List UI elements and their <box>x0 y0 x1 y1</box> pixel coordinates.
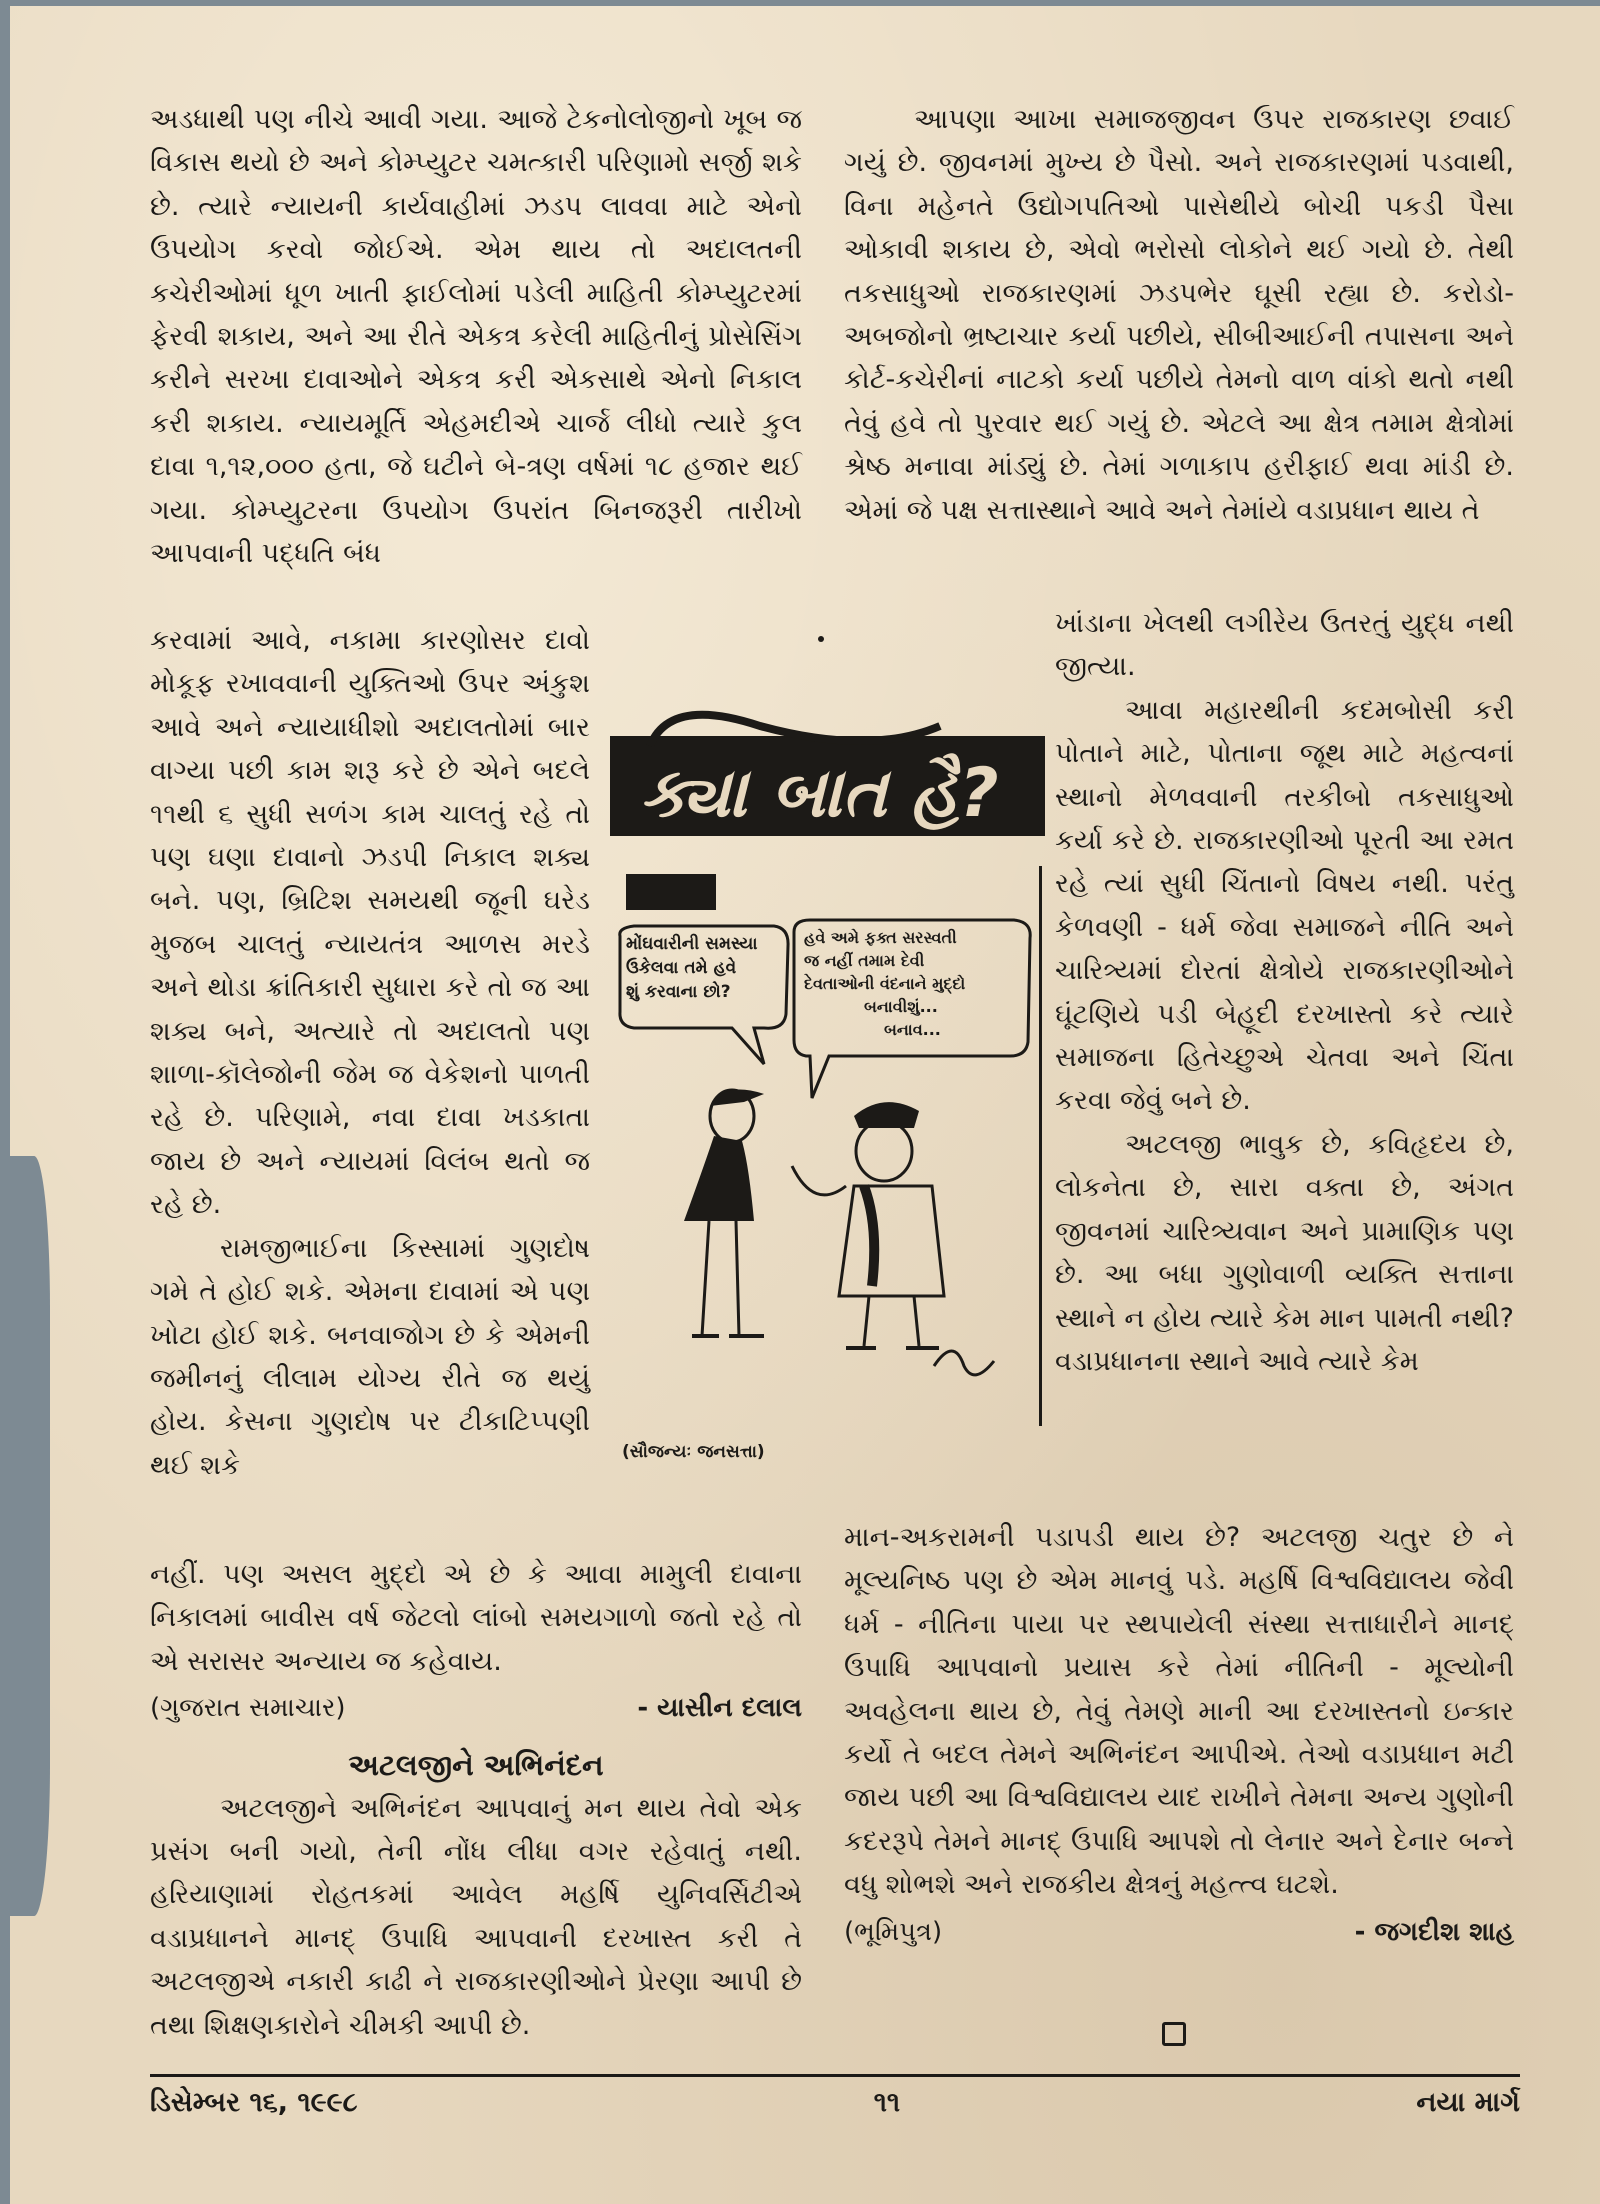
article-2-paragraph: ખાંડાના ખેલથી લગીરેય ઉતરતું યુદ્ધ નથી જીત્યા. <box>1055 608 1514 683</box>
cartoon <box>610 646 1045 1486</box>
newspaper-page <box>10 6 1600 2204</box>
footer-page-number: ૧૧ <box>873 2086 901 2118</box>
article-2-paragraph: અટલજીને અભિનંદન આપવાનું મન થાય તેવો એક પ્રસંગ બની ગયો, તેની નોંધ લીધા વગર રહેવાતું નથી. હરિયાણામાં રોહતકમાં આવેલ મહર્ષિ યુનિવર્સિટીએ વડાપ્રધાનને માનદ્ ઉપાધિ આપવાની દરખાસ્ત કરી તે અટલજીએ નકારી કાઢી ને રાજકારણીઓને પ્રેરણા આપી છે તથા શિક્ષણકારોને ચીમકી આપી છે. <box>150 1792 802 2041</box>
article-2-signature <box>844 1911 1514 1954</box>
right-column-beside-cartoon <box>1055 602 1514 1383</box>
page-footer <box>150 2074 1520 2120</box>
speech-bubble-left <box>626 932 757 1004</box>
end-mark-icon <box>1162 2022 1186 2046</box>
bubble-line: શું કરવાના છો? <box>626 982 731 1002</box>
left-column-beside-cartoon <box>150 619 590 1487</box>
bubble-line: બનાવ... <box>884 1020 941 1039</box>
article-2-paragraph: અટલજી ભાવુક છે, કવિહૃદય છે, લોકનેતા છે, સારા વક્તા છે, અંગત જીવનમાં ચારિત્ર્યવાન અને પ્રામાણિક પણ છે. આ બધા ગુણોવાળી વ્યક્તિ સત્તાના સ્થાને ન હોય ત્યારે કેમ માન પામતી નથી? વડાપ્રધાનના સ્થાને આવે ત્યારે કેમ <box>1055 1128 1514 1377</box>
article-1-paragraph: નહીં. પણ અસલ મુદ્દો એ છે કે આવા મામુલી દાવાના નિકાલમાં બાવીસ વર્ષ જેટલો લાંબો સમયગાળો જતો રહે તો એ સરાસર અન્યાય જ કહેવાય. <box>150 1559 802 1677</box>
article-1-author: - યાસીન દલાલ <box>637 1693 802 1724</box>
right-column-bottom <box>844 1516 1514 1954</box>
speech-bubble-right <box>804 926 965 1041</box>
article-2-paragraph: આવા મહારથીની કદમબોસી કરી પોતાને માટે, પોતાના જૂથ માટે મહત્વનાં સ્થાનો મેળવવાની તરકીબો તકસાધુઓ કર્યા કરે છે. રાજકારણીઓ પૂરતી આ રમત રહે ત્યાં સુધી ચિંતાનો વિષય નથી. પરંતુ કેળવણી - ધર્મ જેવા સમાજને નીતિ અને ચારિત્ર્યમાં દોરતાં ક્ષેત્રોયે રાજકારણીઓને ઘૂંટણિયે પડી બેહૂદી દરખાસ્તો કરે ત્યારે સમાજના હિતેચ્છુએ ચેતવા અને ચિંતા કરવા જેવું બને છે. <box>1055 694 1514 1117</box>
bubble-line: ઉકેલવા તમે હવે <box>626 958 737 978</box>
article-2-paragraph: માન-અકરામની પડાપડી થાય છે? અટલજી ચતુર છે ને મૂલ્યનિષ્ઠ પણ છે એમ માનવું પડે. મહર્ષિ વિશ્વવિદ્યાલય જેવી ધર્મ - નીતિના પાયા પર સ્થપાયેલી સંસ્થા સત્તાધારીને માનદ્ ઉપાધિ આપવાનો પ્રયાસ કરે તેમાં નીતિની - મૂલ્યોની અવહેલના થાય છે, તેવું તેમણે માની આ દરખાસ્તનો ઇન્કાર કર્યો તે બદલ તેમને અભિનંદન આપીએ. તેઓ વડાપ્રધાન મટી જાય પછી આ વિશ્વવિદ્યાલય યાદ રાખીને તેમના અન્ય ગુણોની કદરરૂપે તેમને માનદ્ ઉપાધિ આપશે તો લેનાર અને દેનાર બન્ને વધુ શોભશે અને રાજકીય ક્ષેત્રનું મહત્ત્વ ઘટશે. <box>844 1522 1514 1901</box>
footer-publication: નયા માર્ગ <box>1416 2086 1520 2118</box>
bubble-line: હવે અમે ફક્ત સરસ્વતી <box>804 928 957 947</box>
cartoon-banner <box>610 706 1045 836</box>
article-2-heading: અટલજીને અભિનંદન <box>348 1747 604 1782</box>
cartoon-credit: (સૌજન્યઃ જનસત્તા) <box>622 1442 765 1462</box>
article-1-paragraph: કરવામાં આવે, નકામા કારણોસર દાવો મોકૂફ રખાવવાની યુક્તિઓ ઉપર અંકુશ આવે અને ન્યાયાધીશો અદાલતોમાં બાર વાગ્યા પછી કામ શરૂ કરે છે એને બદલે ૧૧થી ૬ સુધી સળંગ કામ ચાલતું રહે તો પણ ઘણા દાવાનો ઝડપી નિકાલ શક્ય બને. પણ, બ્રિટિશ સમયથી જૂની ઘરેડ મુજબ ચાલતું ન્યાયતંત્ર આળસ મરડે અને થોડા ક્રાંતિકારી સુધારા કરે તો જ આ શક્ય બને, અત્યારે તો અદાલતો પણ શાળા-કૉલેજોની જેમ જ વેકેશનો પાળતી રહે છે. પરિણામે, નવા દાવા ખડકાતા જાય છે અને ન્યાયમાં વિલંબ થતો જ રહે છે. <box>150 625 590 1221</box>
bubble-line: જ નહીં તમામ દેવી <box>804 951 925 970</box>
article-1-paragraph: રામજીભાઈના કિસ્સામાં ગુણદોષ ગમે તે હોઈ શકે. એમના દાવામાં એ પણ ખોટા હોઈ શકે. બનવાજોગ છે કે એમની જમીનનું લીલામ યોગ્ય રીતે જ થયું હોય. કેસના ગુણદોષ પર ટીકાટિપ્પણી થઈ શકે <box>150 1232 590 1481</box>
torn-edge <box>10 1156 50 1916</box>
footer-date: ડિસેમ્બર ૧૬, ૧૯૯૮ <box>150 2086 358 2118</box>
dot-mark <box>818 636 824 642</box>
article-2-author: - જગદીશ શાહ <box>1354 1916 1514 1947</box>
bubble-line: દેવતાઓની વંદનાને મુદ્દો <box>804 974 966 993</box>
right-column-top <box>844 98 1514 532</box>
article-1-signature <box>150 1687 802 1730</box>
left-column-bottom <box>150 1553 802 2047</box>
article-1-paragraph: અડધાથી પણ નીચે આવી ગયા. આજે ટેકનોલોજીનો ખૂબ જ વિકાસ થયો છે અને કોમ્પ્યુટર ચમત્કારી પરિણામો સર્જી શકે છે. ત્યારે ન્યાયની કાર્યવાહીમાં ઝડપ લાવવા માટે એનો ઉપયોગ કરવો જોઈએ. એમ થાય તો અદાલતની કચેરીઓમાં ધૂળ ખાતી ફાઈલોમાં પડેલી માહિતી કોમ્પ્યુટરમાં ફેરવી શકાય, અને આ રીતે એકત્ર કરેલી માહિતીનું પ્રોસેસિંગ કરીને સરખા દાવાઓને એકત્ર કરી એકસાથે એનો નિકાલ કરી શકાય. ન્યાયમૂર્તિ એહમદીએ ચાર્જ લીધો ત્યારે કુલ દાવા ૧,૧૨,૦૦૦ હતા, જે ઘટીને બે-ત્રણ વર્ષમાં ૧૮ હજાર થઈ ગયા. કોમ્પ્યુટરના ઉપયોગ ઉપરાંત બિનજરૂરી તારીખો આપવાની પદ્ધતિ બંધ <box>150 104 802 570</box>
bubble-line: મોંઘવારીની સમસ્યા <box>626 934 758 954</box>
bubble-line: બનાવીશું... <box>864 997 938 1016</box>
left-column-top <box>150 98 802 575</box>
article-1-source: (ગુજરાત સમાચાર) <box>150 1693 346 1724</box>
cartoon-banner-title: ક્યા બાત હૈ? <box>640 754 999 833</box>
article-2-paragraph: આપણા આખા સમાજજીવન ઉપર રાજકારણ છવાઈ ગયું છે. જીવનમાં મુખ્ય છે પૈસો. અને રાજકારણમાં પડવાથી, વિના મહેનતે ઉદ્યોગપતિઓ પાસેથીયે બોચી પકડી પૈસા ઓકાવી શકાય છે, એવો ભરોસો લોકોને થઈ ગયો છે. તેથી તકસાધુઓ રાજકારણમાં ઝડપભેર ઘૂસી રહ્યા છે. કરોડો-અબજોનો ભ્રષ્ટાચાર કર્યા પછીયે, સીબીઆઈની તપાસના અને કોર્ટ-કચેરીનાં નાટકો કર્યા પછીયે તેમનો વાળ વાંકો થતો નથી તેવું હવે તો પુરવાર થઈ ગયું છે. એટલે આ ક્ષેત્ર તમામ ક્ષેત્રોમાં શ્રેષ્ઠ મનાવા માંડ્યું છે. તેમાં ગળાકાપ હરીફાઈ થવા માંડી છે. એમાં જે પક્ષ સત્તાસ્થાને આવે અને તેમાંયે વડાપ્રધાન થાય તે <box>844 104 1514 526</box>
article-2-source: (ભૂમિપુત્ર) <box>844 1916 943 1947</box>
cartoon-panel <box>614 866 1042 1426</box>
